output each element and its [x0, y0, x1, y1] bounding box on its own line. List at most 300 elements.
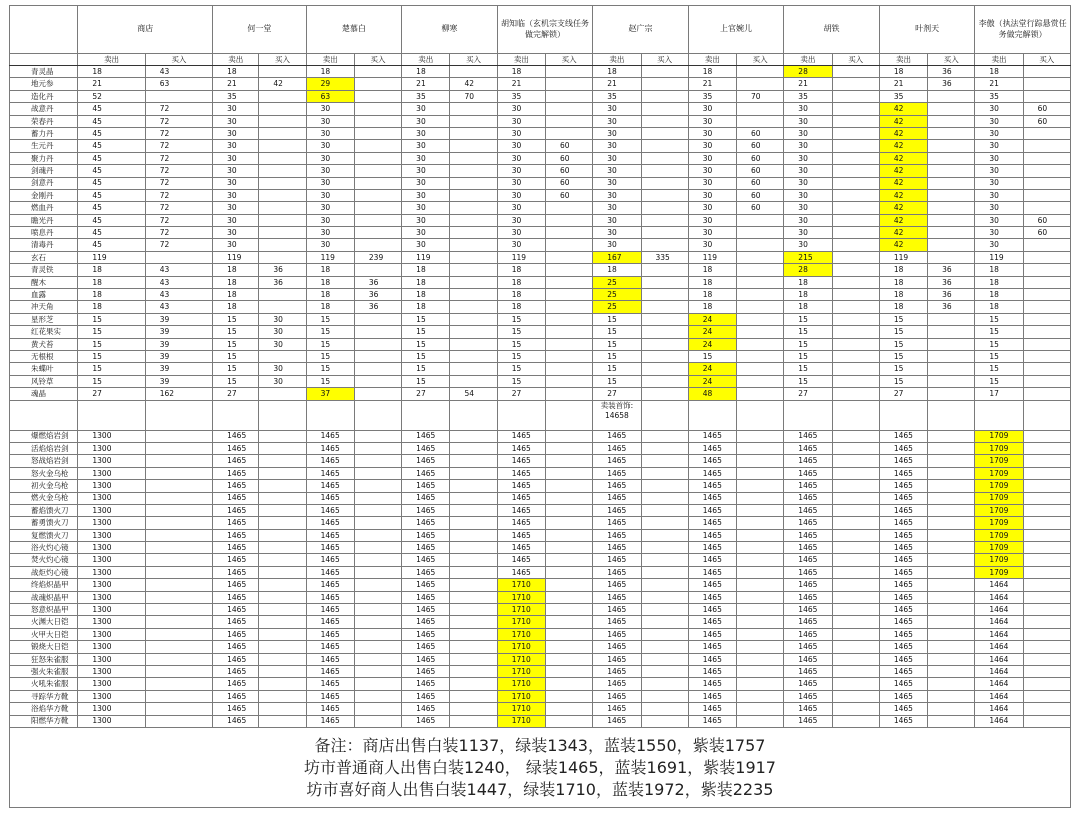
buy-price-cell [545, 375, 592, 387]
item-name: 剑意丹 [10, 177, 78, 189]
sell-price-cell: 30 [402, 103, 450, 115]
sell-price-cell: 18 [78, 289, 145, 301]
sell-price-cell: 1465 [784, 616, 832, 628]
buy-price-cell [832, 388, 879, 400]
item-name: 醒木 [10, 276, 78, 288]
buy-price-cell [737, 214, 784, 226]
buy-price-cell [450, 251, 497, 263]
sell-header: 卖出 [688, 54, 736, 66]
sell-price-cell: 1300 [78, 492, 145, 504]
sell-price-cell: 1465 [688, 653, 736, 665]
sell-price-cell: 30 [306, 127, 354, 139]
buy-price-cell [737, 388, 784, 400]
buy-price-cell [354, 66, 401, 78]
buy-price-cell [354, 653, 401, 665]
buy-price-cell [450, 467, 497, 479]
table-row [10, 653, 1071, 665]
sell-price-cell: 30 [784, 140, 832, 152]
buy-price-cell [259, 350, 306, 362]
sell-price-cell: 1465 [593, 430, 641, 442]
sell-price-cell: 15 [306, 338, 354, 350]
sell-price-cell: 1465 [784, 529, 832, 541]
buy-price-cell [928, 492, 975, 504]
buy-price-cell [737, 628, 784, 640]
sell-price-cell: 30 [688, 214, 736, 226]
item-name: 玄石 [10, 251, 78, 263]
buy-price-cell [928, 313, 975, 325]
sell-price-cell: 18 [879, 289, 927, 301]
sell-price-cell: 1465 [213, 604, 259, 616]
sell-price-cell: 24 [688, 375, 736, 387]
sell-price-cell: 1465 [879, 665, 927, 677]
sell-price-cell: 1465 [879, 690, 927, 702]
sell-price-cell: 1465 [593, 641, 641, 653]
sell-price-cell: 30 [975, 165, 1023, 177]
buy-price-cell [259, 289, 306, 301]
sell-price-cell: 1300 [78, 628, 145, 640]
sell-price-cell: 1465 [784, 430, 832, 442]
sell-price-cell: 1465 [688, 517, 736, 529]
sell-price-cell: 1300 [78, 641, 145, 653]
buy-price-cell [737, 350, 784, 362]
sell-price-cell: 1465 [213, 653, 259, 665]
buy-price-cell [545, 326, 592, 338]
buy-price-cell [641, 641, 688, 653]
buy-price-cell [641, 202, 688, 214]
buy-price-cell [450, 604, 497, 616]
buy-price-cell [832, 591, 879, 603]
sell-price-cell: 30 [593, 140, 641, 152]
item-name: 浴火灼心镜 [10, 542, 78, 554]
item-name: 复燃馈火刀 [10, 529, 78, 541]
sell-price-cell: 15 [879, 338, 927, 350]
buy-price-cell [641, 165, 688, 177]
sell-price-cell: 1465 [688, 628, 736, 640]
buy-price-cell [928, 165, 975, 177]
empty-cell [928, 400, 975, 430]
buy-price-cell [928, 375, 975, 387]
sell-price-cell: 1465 [784, 442, 832, 454]
buy-price-cell [832, 430, 879, 442]
sell-price-cell: 1465 [306, 591, 354, 603]
sell-price-cell: 119 [497, 251, 545, 263]
sell-price-cell: 30 [593, 165, 641, 177]
sell-price-cell: 24 [688, 338, 736, 350]
buy-price-cell [641, 715, 688, 727]
sell-price-cell: 1709 [975, 529, 1023, 541]
merchant-header-row [10, 6, 1071, 54]
sell-price-cell: 1465 [879, 678, 927, 690]
sell-price-cell: 1710 [497, 690, 545, 702]
sell-price-cell: 1465 [402, 616, 450, 628]
sell-price-cell: 15 [497, 375, 545, 387]
gap-note: 卖装首饰: 14658 [593, 400, 641, 430]
sell-price-cell: 1465 [306, 628, 354, 640]
buy-price-cell [450, 189, 497, 201]
item-name: 剑魂丹 [10, 165, 78, 177]
buy-price-cell [1023, 566, 1070, 578]
buy-price-cell [450, 338, 497, 350]
sell-price-cell: 1465 [593, 690, 641, 702]
sell-price-cell: 30 [784, 115, 832, 127]
buy-price-cell [450, 202, 497, 214]
buy-price-cell [354, 504, 401, 516]
sell-price-cell: 15 [879, 363, 927, 375]
buy-price-cell [545, 127, 592, 139]
buy-price-cell [545, 289, 592, 301]
sell-price-cell: 18 [213, 66, 259, 78]
sell-price-cell: 1465 [306, 442, 354, 454]
buy-price-cell [545, 690, 592, 702]
buy-price-cell [545, 616, 592, 628]
sell-price-cell: 15 [306, 363, 354, 375]
item-name: 火甲大日铠 [10, 628, 78, 640]
buy-price-cell: 72 [145, 177, 212, 189]
buy-price-cell [737, 715, 784, 727]
table-row [10, 517, 1071, 529]
buy-header: 买入 [354, 54, 401, 66]
sell-price-cell: 18 [879, 264, 927, 276]
buy-price-cell [354, 442, 401, 454]
sell-price-cell: 1465 [688, 504, 736, 516]
buy-price-cell [832, 442, 879, 454]
buy-price-cell [928, 542, 975, 554]
buy-price-cell [450, 301, 497, 313]
empty-cell [737, 400, 784, 430]
buy-price-cell [737, 566, 784, 578]
sell-price-cell: 1465 [784, 690, 832, 702]
sell-price-cell: 25 [593, 276, 641, 288]
buy-price-cell [259, 591, 306, 603]
buy-price-cell [354, 678, 401, 690]
sell-price-cell: 15 [402, 350, 450, 362]
sell-price-cell: 21 [975, 78, 1023, 90]
buy-price-cell [145, 579, 212, 591]
buy-price-cell [832, 678, 879, 690]
buy-price-cell [145, 90, 212, 102]
buy-price-cell [737, 313, 784, 325]
buy-price-cell: 60 [737, 202, 784, 214]
sell-price-cell: 15 [213, 350, 259, 362]
sell-price-cell: 30 [593, 189, 641, 201]
item-name: 星形芝 [10, 313, 78, 325]
table-row [10, 703, 1071, 715]
buy-price-cell [1023, 690, 1070, 702]
buy-price-cell: 36 [928, 301, 975, 313]
sell-price-cell: 30 [213, 152, 259, 164]
table-row [10, 388, 1071, 400]
sell-price-cell: 1710 [497, 653, 545, 665]
buy-price-cell [259, 604, 306, 616]
sell-price-cell: 1465 [213, 678, 259, 690]
sell-price-cell: 18 [213, 276, 259, 288]
buy-price-cell [259, 430, 306, 442]
buy-price-cell [354, 480, 401, 492]
buy-price-cell [928, 641, 975, 653]
sell-price-cell: 1465 [213, 517, 259, 529]
buy-price-cell [354, 214, 401, 226]
sell-price-cell: 1465 [688, 678, 736, 690]
buy-price-cell [259, 467, 306, 479]
buy-price-cell [832, 579, 879, 591]
buy-price-cell [450, 542, 497, 554]
sell-price-cell: 21 [497, 78, 545, 90]
buy-price-cell [928, 504, 975, 516]
buy-price-cell [450, 690, 497, 702]
buy-price-cell [1023, 239, 1070, 251]
sell-price-cell: 1465 [306, 678, 354, 690]
table-row [10, 165, 1071, 177]
sell-price-cell: 1465 [402, 542, 450, 554]
buy-price-cell [259, 66, 306, 78]
sell-price-cell: 30 [213, 202, 259, 214]
sell-price-cell: 1465 [879, 542, 927, 554]
empty-cell [641, 400, 688, 430]
buy-price-cell: 162 [145, 388, 212, 400]
buy-price-cell [641, 103, 688, 115]
sell-header: 卖出 [879, 54, 927, 66]
sell-price-cell: 1465 [402, 591, 450, 603]
sell-price-cell: 1710 [497, 616, 545, 628]
buy-price-cell [450, 678, 497, 690]
buy-price-cell [545, 115, 592, 127]
buy-price-cell [641, 653, 688, 665]
buy-price-cell [832, 177, 879, 189]
sell-price-cell: 1465 [306, 455, 354, 467]
buy-price-cell [737, 504, 784, 516]
sell-price-cell: 30 [402, 239, 450, 251]
buy-price-cell [1023, 653, 1070, 665]
buy-price-cell [928, 690, 975, 702]
sell-price-cell: 30 [593, 177, 641, 189]
table-row [10, 313, 1071, 325]
buy-price-cell: 36 [354, 289, 401, 301]
buy-header: 买入 [450, 54, 497, 66]
table-row [10, 566, 1071, 578]
buy-price-cell [928, 388, 975, 400]
buy-price-cell [928, 127, 975, 139]
buy-price-cell [641, 301, 688, 313]
buy-price-cell [545, 442, 592, 454]
buy-price-cell [450, 442, 497, 454]
item-name: 强火朱雀服 [10, 665, 78, 677]
buy-price-cell [737, 678, 784, 690]
item-name: 生元丹 [10, 140, 78, 152]
sell-price-cell: 18 [402, 289, 450, 301]
buy-price-cell [450, 628, 497, 640]
sell-price-cell: 30 [975, 239, 1023, 251]
buy-price-cell [354, 103, 401, 115]
sell-price-cell: 1465 [213, 504, 259, 516]
sell-price-cell: 1710 [497, 665, 545, 677]
sell-price-cell: 30 [688, 177, 736, 189]
buy-price-cell: 60 [737, 165, 784, 177]
buy-price-cell [1023, 628, 1070, 640]
corner-cell [10, 6, 78, 54]
sell-price-cell: 1465 [688, 542, 736, 554]
buy-price-cell [737, 517, 784, 529]
buy-price-cell [641, 66, 688, 78]
buy-price-cell: 72 [145, 115, 212, 127]
buy-header: 买入 [1023, 54, 1070, 66]
buy-price-cell [641, 115, 688, 127]
sell-price-cell: 1465 [402, 517, 450, 529]
sell-price-cell: 1465 [688, 690, 736, 702]
buy-price-cell [354, 152, 401, 164]
buy-price-cell: 72 [145, 189, 212, 201]
buy-price-cell [354, 338, 401, 350]
sell-price-cell: 30 [688, 189, 736, 201]
buy-price-cell [832, 715, 879, 727]
sell-price-cell: 1465 [402, 703, 450, 715]
sell-price-cell: 18 [879, 66, 927, 78]
buy-price-cell [832, 239, 879, 251]
buy-price-cell [737, 66, 784, 78]
table-row [10, 264, 1071, 276]
buy-price-cell: 39 [145, 363, 212, 375]
sell-price-cell: 30 [688, 115, 736, 127]
sell-price-cell: 1465 [213, 542, 259, 554]
sell-price-cell: 42 [879, 189, 927, 201]
buy-price-cell [832, 517, 879, 529]
sell-price-cell: 1300 [78, 554, 145, 566]
sell-price-cell: 15 [78, 363, 145, 375]
buy-price-cell [354, 467, 401, 479]
buy-price-cell [1023, 140, 1070, 152]
sell-price-cell: 1300 [78, 678, 145, 690]
buy-price-cell [1023, 678, 1070, 690]
buy-price-cell [832, 152, 879, 164]
sell-price-cell: 1300 [78, 430, 145, 442]
buy-price-cell [928, 678, 975, 690]
buy-price-cell: 39 [145, 338, 212, 350]
buy-price-cell [259, 542, 306, 554]
buy-price-cell [737, 554, 784, 566]
buy-price-cell: 30 [259, 375, 306, 387]
buy-price-cell: 72 [145, 202, 212, 214]
buy-price-cell [832, 350, 879, 362]
item-name: 战魂炽晶甲 [10, 591, 78, 603]
sell-price-cell: 30 [593, 227, 641, 239]
sell-price-cell: 1465 [306, 665, 354, 677]
buy-price-cell [145, 251, 212, 263]
buy-price-cell [450, 554, 497, 566]
sell-price-cell: 30 [784, 165, 832, 177]
sell-price-cell: 119 [213, 251, 259, 263]
buy-price-cell [545, 604, 592, 616]
buy-price-cell [928, 103, 975, 115]
sell-price-cell: 30 [975, 103, 1023, 115]
merchant-header: 上官婉儿 [688, 6, 784, 54]
buy-price-cell [1023, 554, 1070, 566]
buy-price-cell [545, 703, 592, 715]
sell-price-cell: 1465 [784, 628, 832, 640]
sell-price-cell: 1465 [688, 641, 736, 653]
sell-price-cell: 1465 [879, 653, 927, 665]
buy-price-cell: 60 [545, 165, 592, 177]
buy-price-cell [450, 152, 497, 164]
sell-price-cell: 1465 [306, 579, 354, 591]
merchant-header: 叶剂天 [879, 6, 975, 54]
buy-price-cell [737, 78, 784, 90]
buy-price-cell [450, 326, 497, 338]
sell-price-cell: 18 [688, 301, 736, 313]
buy-price-cell [450, 529, 497, 541]
buy-price-cell [737, 375, 784, 387]
sell-price-cell: 1465 [593, 492, 641, 504]
sell-price-cell: 15 [213, 326, 259, 338]
sell-price-cell: 1465 [784, 703, 832, 715]
sell-price-cell: 30 [497, 202, 545, 214]
sell-price-cell: 15 [306, 326, 354, 338]
sell-price-cell: 30 [306, 227, 354, 239]
sell-price-cell: 30 [402, 214, 450, 226]
buy-price-cell [928, 467, 975, 479]
buy-price-cell [145, 628, 212, 640]
buy-price-cell [832, 264, 879, 276]
sell-price-cell: 30 [497, 103, 545, 115]
buy-price-cell [928, 202, 975, 214]
buy-price-cell [354, 591, 401, 603]
buy-price-cell: 70 [450, 90, 497, 102]
sell-price-cell: 1465 [213, 616, 259, 628]
sell-price-cell: 30 [784, 202, 832, 214]
table-row [10, 338, 1071, 350]
sell-price-cell: 15 [78, 350, 145, 362]
buy-price-cell: 63 [145, 78, 212, 90]
sell-price-cell: 18 [975, 301, 1023, 313]
sell-price-cell: 1465 [497, 566, 545, 578]
sell-price-cell: 15 [497, 350, 545, 362]
sell-price-cell: 18 [497, 289, 545, 301]
buy-price-cell [259, 177, 306, 189]
sell-price-cell: 167 [593, 251, 641, 263]
buy-price-cell [545, 554, 592, 566]
buy-price-cell [737, 276, 784, 288]
sell-price-cell: 15 [975, 326, 1023, 338]
buy-price-cell [832, 480, 879, 492]
sell-price-cell: 1465 [306, 492, 354, 504]
sell-price-cell: 1465 [593, 703, 641, 715]
sell-price-cell: 18 [402, 264, 450, 276]
empty-cell [784, 400, 832, 430]
buy-price-cell [641, 665, 688, 677]
sell-price-cell: 15 [497, 313, 545, 325]
buy-price-cell [641, 616, 688, 628]
table-row [10, 214, 1071, 226]
buy-price-cell [450, 375, 497, 387]
sell-price-cell: 45 [78, 115, 145, 127]
buy-price-cell [832, 604, 879, 616]
sell-price-cell: 1465 [593, 504, 641, 516]
sell-price-cell: 1465 [593, 579, 641, 591]
sell-price-cell: 1465 [306, 430, 354, 442]
sell-price-cell: 1465 [497, 529, 545, 541]
buy-price-cell [145, 653, 212, 665]
sell-price-cell: 1465 [213, 591, 259, 603]
sell-price-cell: 1465 [784, 455, 832, 467]
sell-price-cell: 25 [593, 301, 641, 313]
sell-price-cell: 1465 [593, 604, 641, 616]
empty-cell [213, 400, 259, 430]
buy-price-cell [1023, 276, 1070, 288]
sell-price-cell: 1465 [879, 591, 927, 603]
sell-price-cell: 15 [975, 350, 1023, 362]
sell-price-cell: 1464 [975, 579, 1023, 591]
sell-price-cell: 1709 [975, 542, 1023, 554]
sell-price-cell: 24 [688, 326, 736, 338]
sell-price-cell: 30 [213, 115, 259, 127]
